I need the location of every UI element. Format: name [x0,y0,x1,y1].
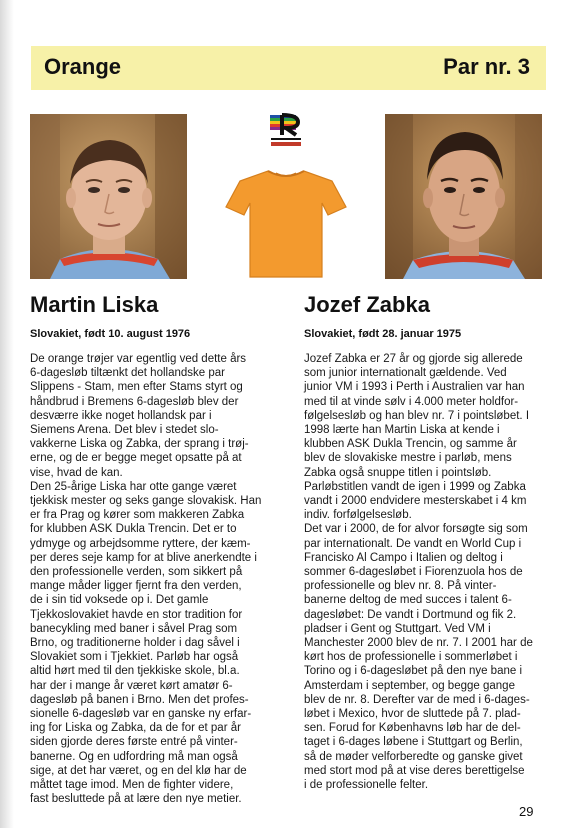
bio-line: par internationalt. De vandt en World Cup i [304,537,522,550]
bio-line: desværre ikke noget hollandsk par i [30,409,212,422]
bio-line: 1998 lærte han Martin Liska at kende i [304,424,500,437]
bio-line: ing for Liska og Zabka, da de for et par år [30,722,241,735]
bio-column-left [30,352,261,807]
bio-line: blev de slovakiske mestre i parløb, mens [304,452,512,465]
bio-line: 6-dagesløb tiltænkt det hollandske par [30,367,225,380]
bio-line: banerne. Og en udfordring må man også [30,750,238,763]
bio-line: Den 25-årige Liska har otte gange været [30,480,237,493]
bio-line: banerne deltog de med succes i talent 6- [304,594,512,607]
team-name: Orange [44,54,122,79]
bio-line: Manchester 2000 blev de nr. 7. I 2001 har de [304,637,533,650]
bio-line: er fra Prag og kører som makkeren Zabka [30,509,245,522]
bio-line: Zabka også snuppe titlen i pointsløb. [304,466,492,479]
bio-line: måttet tage imod. Men de fighter videre, [30,779,234,792]
bio-line: Siemens Arena. Det blev i stedet slo- [30,424,219,437]
bio-line: sommer 6-dagesløbet i Fiorenzuola hos de [304,566,523,579]
bio-line: i de professionelle felter. [304,779,429,792]
bio-line: Brno, og traditionerne holder i dag såvel i [30,637,240,650]
header-band [31,46,546,90]
bio-line: erne, og de er begge meget opsatte på at [30,452,242,465]
rider-photo-jozef-zabka [385,114,542,279]
bio-line: følgelsesløb og han blev nr. 7 i pointsløbet. I [304,409,530,422]
rosenberg-logo [268,113,304,147]
bio-line: de i sin tid voksede op i. Det gamle [30,594,209,607]
bio-line: banecykling med baner i såvel Prag som [30,622,238,635]
bio-line: fast besluttede på at lære den nye metier. [30,793,242,806]
bio-line: sionelle 6-dagesløb var en ganske ny erfar- [30,708,252,721]
bio-line: Jozef Zabka er 27 år og gjorde sig allerede [304,353,523,365]
bio-line: kørt hos de professionelle i sommerløbet i [304,651,518,664]
bio-line: klubben ASK Dukla Trencin, og samme år [304,438,517,451]
bio-line: mange måder ligger fjernt fra den verden, [30,580,242,593]
bio-line: taget i 6-dages løbene i Stuttgart og Berlin, [304,736,523,749]
page-binding-edge [0,0,14,828]
bio-line: den professionelle verden, som sikkert på [30,566,243,579]
bio-line: Parløbstitlen vandt de igen i 1999 og Zabka [304,480,526,493]
bio-line: sige, at det har været, og en del klø har de [30,764,247,777]
bio-line: har der i mange år været kørt amatør 6- [30,679,233,692]
bio-line: med stort mod på at vise deres berettigelse [304,764,525,777]
orange-jersey-illustration [224,165,348,279]
bio-line: med til at vinde sølv i 4.000 meter holdfor- [304,395,519,408]
bio-line: Torino og i 6-dagesløbet på den nye bane i [304,665,523,678]
bio-line: Slippens - Stam, men efter Stams styrt og [30,381,243,394]
bio-line: vandt i 2000 endvidere mesterskabet i 4 km [304,495,527,508]
bio-line: blev de nr. 8. Derefter var de med i 6-dages- [304,693,530,706]
bio-line: junior VM i 1993 i Perth i Australien var han [304,381,525,394]
bio-line: dagesløb på banen i Brno. Men det profes- [30,693,249,706]
bio-line: for klubben ASK Dukla Trencin. Det er to [30,523,237,536]
bio-line: Francisko Al Campo i Italien og deltog i [304,551,503,564]
rider-birth-left: Slovakiet, født 10. august 1976 [30,328,191,340]
rider-birth-right: Slovakiet, født 28. januar 1975 [304,328,462,340]
bio-line: håndbrud i Bremens 6-dagesløb blev der [30,395,239,408]
bio-line: vise, hvad de kan. [30,466,123,479]
bio-line: altid hørt med til den tjekkiske skole, bl.a. [30,665,240,678]
bio-column-right [304,352,533,792]
bio-line: så de møder velforberedte og ganske givet [304,750,523,763]
bio-line: ydmyge og arbejdsomme ryttere, der kæm- [30,537,251,550]
bio-line: siden gjorde deres første entré på vinter- [30,736,238,749]
bio-line: løbet i Mexico, hvor de sluttede på 7. plad- [304,708,521,721]
bio-line: Amsterdam i september, og begge gange [304,679,515,692]
bio-line: indiv. forfølgelsesløb. [304,509,412,522]
bio-line: vakkerne Liska og Zabka, der sprang i trøj- [30,438,249,451]
pair-number: Par nr. 3 [443,54,530,79]
bio-line: sen. Forud for Københavns løb har de del- [304,722,521,735]
bio-line: Det var i 2000, de for alvor forsøgte sig som [304,523,528,536]
bio-line: pladser i Gent og Stuttgart. Ved VM i [304,622,491,635]
bio-line: som junior internationalt gældende. Ved [304,367,507,380]
bio-line: dagesløbet: De vandt i Dortmund og fik 2. [304,608,517,621]
bio-line: Slovakiet som i Tjekkiet. Parløb har også [30,651,239,664]
bio-line: De orange trøjer var egentlig ved dette års [30,353,247,365]
page-number: 29 [519,804,534,819]
bio-line: per deres seje kamp for at blive anerkendte i [30,551,257,564]
bio-line: tjekkisk mester og seks gange slovakisk. Han [30,495,262,508]
rider-photo-martin-liska [30,114,187,279]
bio-line: Tjekkoslovakiet havde en stor tradition for [30,608,243,621]
bio-line: professionelle og blev nr. 8. På vinter- [304,580,497,593]
rider-name-left: Martin Liska [30,292,159,317]
rider-name-right: Jozef Zabka [304,292,430,317]
